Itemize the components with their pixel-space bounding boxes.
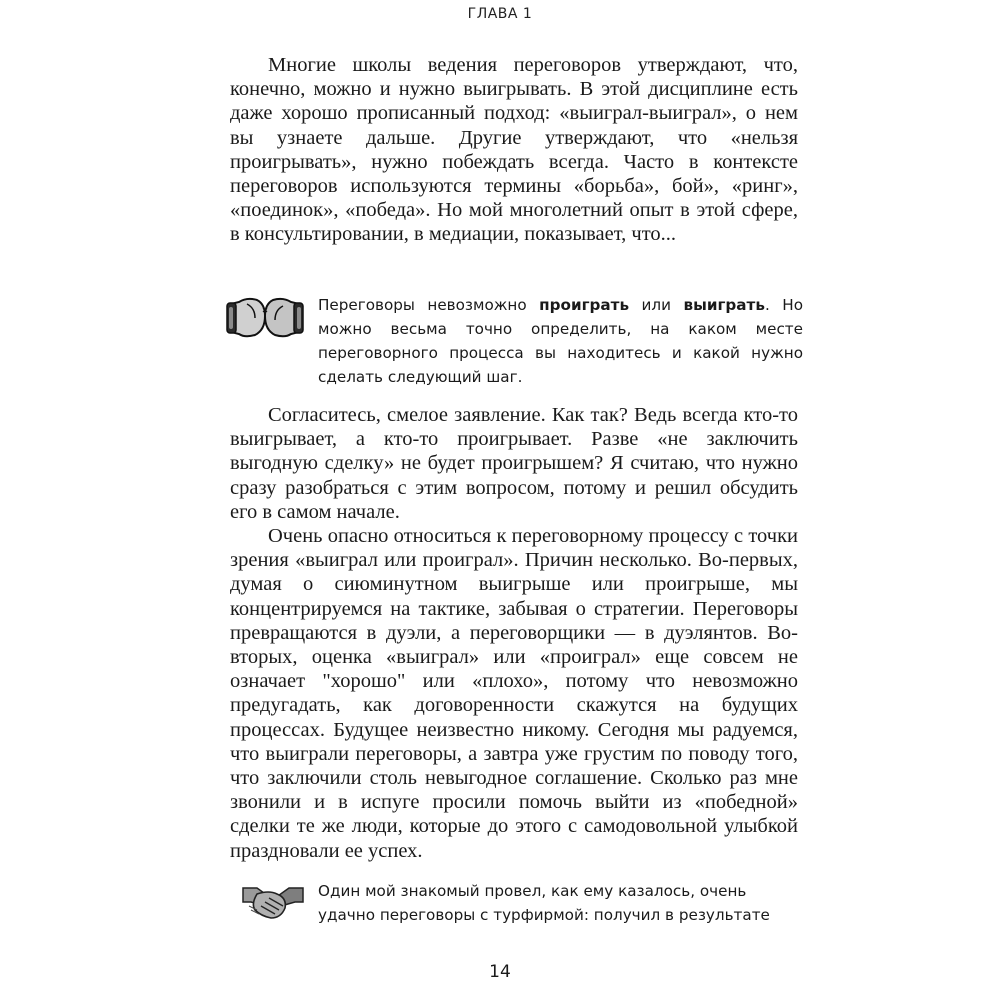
text-block-2 (230, 403, 798, 863)
callout-text: Один мой знакомый провел, как ему казалось, очень удачно переговоры с турфирмой: получил в результате (318, 882, 770, 924)
paragraph: Согласитесь, смелое заявление. Как так? Ведь всегда кто-то выигрывает, а кто-то проигрывает. Разве «не заключить выгодную сделку» не будет проигрышем? Я считаю, что нужно сразу разобраться с этим вопросом, потому и решил обсудить его в самом начале. (230, 404, 798, 523)
running-head: ГЛАВА 1 (467, 6, 533, 22)
callout-text: Переговоры невозможно проиграть или выиграть. Но можно весьма точно определить, на каком месте переговорного процесса вы находитесь и какой нужно сделать следующий шаг. (318, 296, 803, 386)
paragraph: Многие школы ведения переговоров утверждают, что, конечно, можно и нужно выигрывать. В этой дисциплине есть даже хорошо прописанный подход: «выиграл-выиграл», о нем вы узнаете дальше. Другие утверждают, что «нельзя проигрывать», нужно побеждать всегда. Часто в контексте переговоров используются термины «борьба», бой», «ринг», «поединок», «победа». Но мой многолетний опыт в этой сфере, в консультировании, в медиации, показывает, что... (230, 54, 798, 246)
bold-term-win: выиграть (683, 296, 765, 314)
boxing-gloves-icon (225, 294, 305, 347)
bold-term-lose: проиграть (539, 296, 630, 314)
text-block-1 (230, 53, 798, 247)
callout-boxing (225, 290, 805, 390)
handshake-icon (241, 880, 305, 929)
page-number: 14 (489, 962, 511, 982)
callout-handshake (225, 876, 805, 936)
paragraph: Очень опасно относиться к переговорному процессу с точки зрения «выиграл или проиграл». Причин несколько. Во-первых, думая о сиюминутном выигрыше или проигрыше, мы концентрируемся на тактике, забывая о стратегии. Переговоры превращаются в дуэли, а переговорщики — в дуэлянтов. Во-вторых, оценка «выиграл» или «проиграл» еще совсем не означает "хорошо" или «плохо», потому что невозможно предугадать, как договоренности скажутся на будущих процессах. Будущее неизвестно никому. Сегодня мы радуемся, что выиграли переговоры, а завтра уже грустим по поводу того, что заключили столь невыгодное соглашение. Сколько раз мне звонили и в испуге просили помочь выйти из «победной» сделки те же люди, которые до этого с самодовольной улыбкой праздновали ее успех. (230, 525, 798, 862)
